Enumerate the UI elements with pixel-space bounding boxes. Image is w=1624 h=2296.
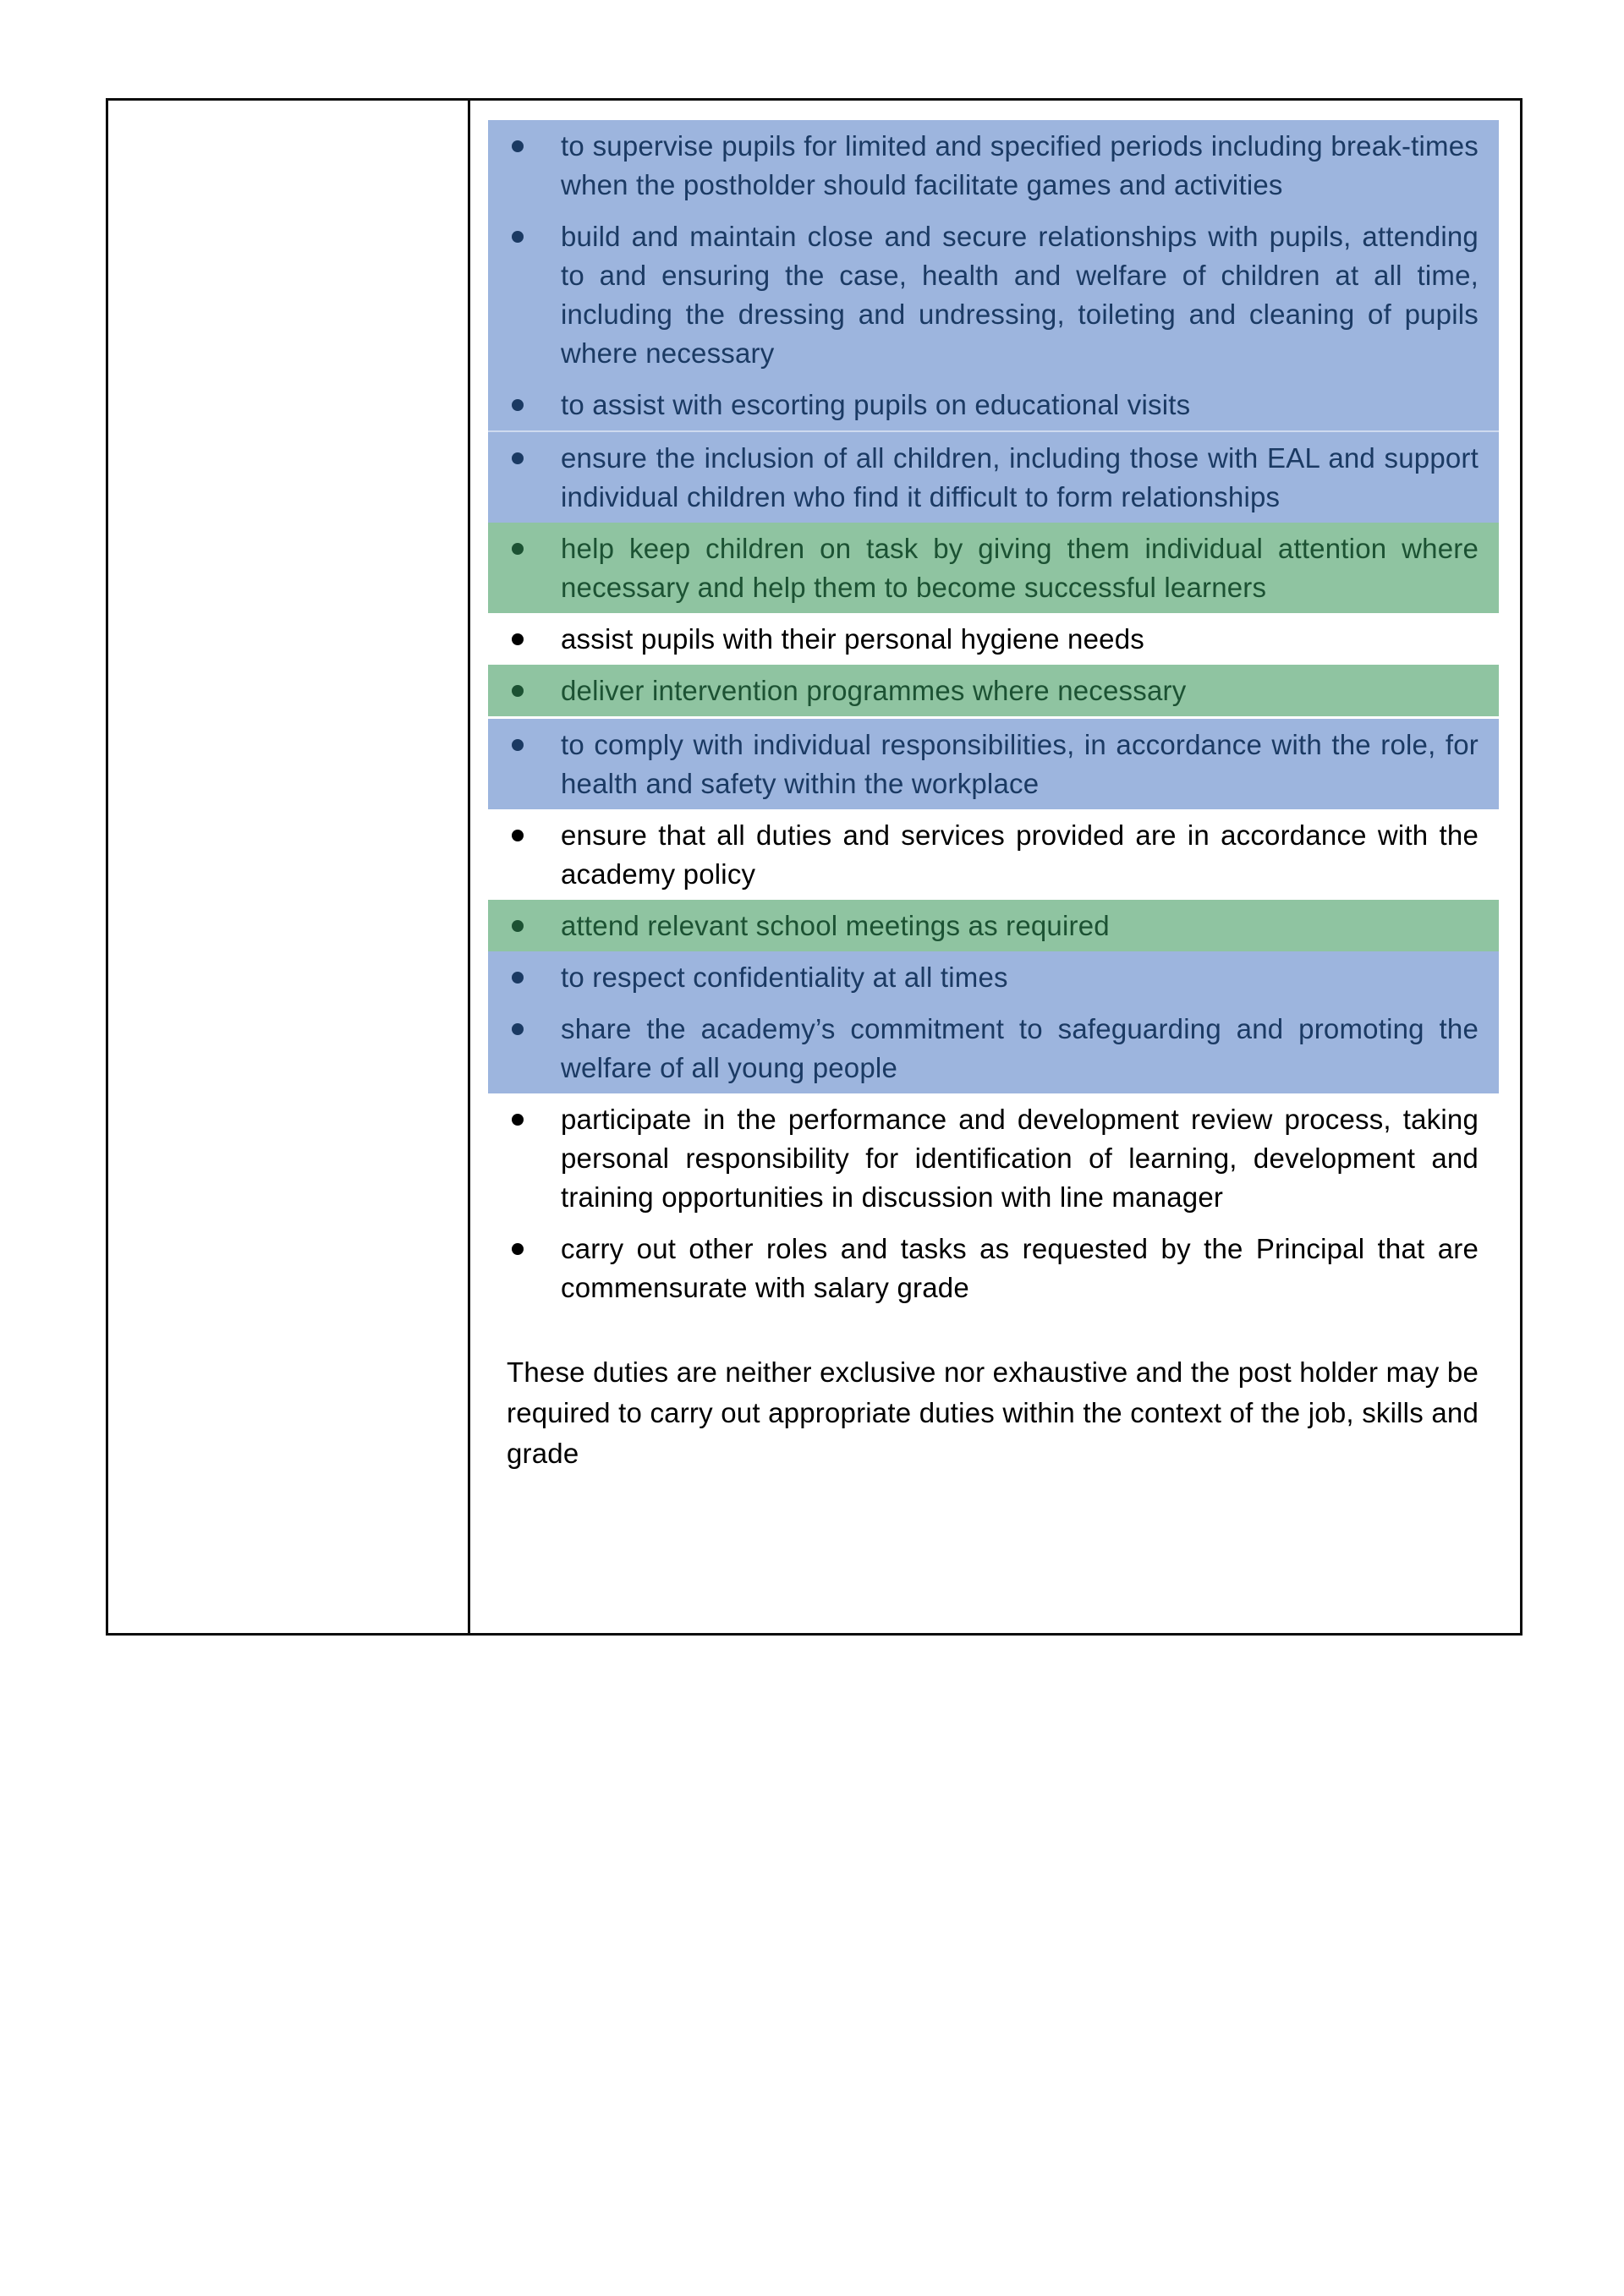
duty-item bbox=[488, 120, 1499, 211]
duty-text: help keep children on task by giving them individual attention where necessary and help them to become successful learners bbox=[561, 533, 1479, 603]
duty-text: to comply with individual responsibilities, in accordance with the role, for health and safety within the workplace bbox=[561, 729, 1479, 799]
duty-item bbox=[488, 211, 1499, 379]
duty-item bbox=[488, 430, 1499, 523]
duty-item bbox=[488, 1223, 1499, 1313]
closing-paragraph: These duties are neither exclusive nor exhaustive and the post holder may be required to carry out appropriate duties within the context of the job, skills and grade bbox=[507, 1356, 1479, 1469]
duty-item bbox=[488, 900, 1499, 951]
job-description-table bbox=[106, 98, 1522, 1636]
duty-item bbox=[488, 379, 1499, 430]
duty-text: deliver intervention programmes where necessary bbox=[561, 675, 1187, 706]
duty-text: attend relevant school meetings as required bbox=[561, 910, 1110, 941]
duty-item bbox=[488, 523, 1499, 613]
duty-text: to assist with escorting pupils on educational visits bbox=[561, 389, 1191, 420]
duty-item bbox=[488, 809, 1499, 900]
duty-item bbox=[488, 716, 1499, 809]
duty-text: participate in the performance and development review process, taking personal responsibility for identification of learning, development and training opportunities in discussion with line manager bbox=[561, 1104, 1479, 1213]
duty-text: to respect confidentiality at all times bbox=[561, 962, 1008, 993]
duty-item bbox=[488, 951, 1499, 1003]
duty-item bbox=[488, 665, 1499, 716]
duty-text: share the academy’s commitment to safeguarding and promoting the welfare of all young people bbox=[561, 1013, 1479, 1083]
duty-item bbox=[488, 1003, 1499, 1093]
duty-text: ensure that all duties and services provided are in accordance with the academy policy bbox=[561, 819, 1479, 890]
duty-text: assist pupils with their personal hygiene needs bbox=[561, 623, 1144, 655]
table-cell-duties bbox=[470, 101, 1520, 1633]
duty-text: build and maintain close and secure relationships with pupils, attending to and ensuring the case, health and welfare of children at all time, including the dressing and undressing, toileting and cleaning of pupils where necessary bbox=[561, 221, 1479, 369]
duty-text: carry out other roles and tasks as requested by the Principal that are commensurate with salary grade bbox=[561, 1233, 1479, 1303]
duty-text: ensure the inclusion of all children, including those with EAL and support individual children who find it difficult to form relationships bbox=[561, 442, 1479, 512]
duty-item bbox=[488, 1093, 1499, 1223]
table-cell-label-empty bbox=[108, 101, 470, 1633]
duty-item bbox=[488, 613, 1499, 665]
duty-text: to supervise pupils for limited and specified periods including break-times when the postholder should facilitate games and activities bbox=[561, 130, 1479, 200]
